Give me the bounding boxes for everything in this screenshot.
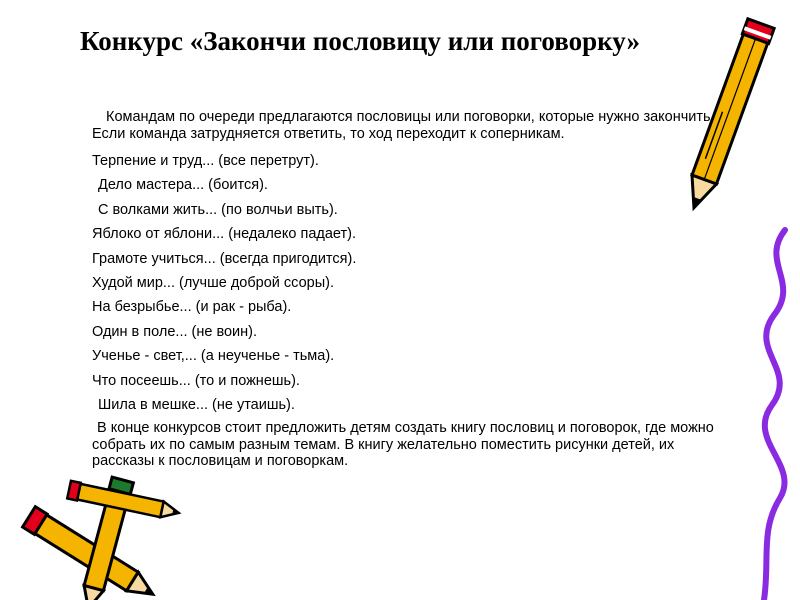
proverb-item: Терпение и труд... (все перетрут). bbox=[92, 153, 319, 169]
proverb-item: На безрыбье... (и рак - рыба). bbox=[92, 299, 292, 316]
proverb-item: Дело мастера... (боится). bbox=[98, 177, 268, 194]
slide-body bbox=[92, 109, 717, 470]
proverb-list bbox=[92, 149, 717, 417]
closing-paragraph: В конце конкурсов стоит предложить детям создать книгу пословиц и поговорок, где можно собрать их по самым разным темам. В книгу желательно поместить рисунки детей, их рассказы к пословицам и поговоркам. bbox=[92, 420, 714, 470]
proverb-item: Что посеешь... (то и пожнешь). bbox=[92, 372, 300, 389]
proverb-item: Грамоте учиться... (всегда пригодится). bbox=[92, 250, 357, 267]
proverb-item: Яблоко от яблони... (недалеко падает). bbox=[92, 226, 356, 243]
proverb-item: С волками жить... (по волчьи выть). bbox=[98, 201, 338, 218]
proverb-item: Ученье - свет,... (а неученье - тьма). bbox=[92, 348, 335, 365]
slide-title: Конкурс «Закончи пословицу или поговорку» bbox=[80, 26, 640, 56]
proverb-item: Шила в мешке... (не утаишь). bbox=[98, 396, 295, 413]
intro-paragraph: Командам по очереди предлагаются пословицы или поговорки, которые нужно закончить. Если команда затрудняется ответить, то ход переходит к соперникам. bbox=[92, 109, 715, 142]
proverb-item: Худой мир... (лучше доброй ссоры). bbox=[92, 274, 334, 291]
squiggle-line bbox=[764, 230, 785, 600]
proverb-item: Один в поле... (не воин). bbox=[92, 323, 258, 340]
